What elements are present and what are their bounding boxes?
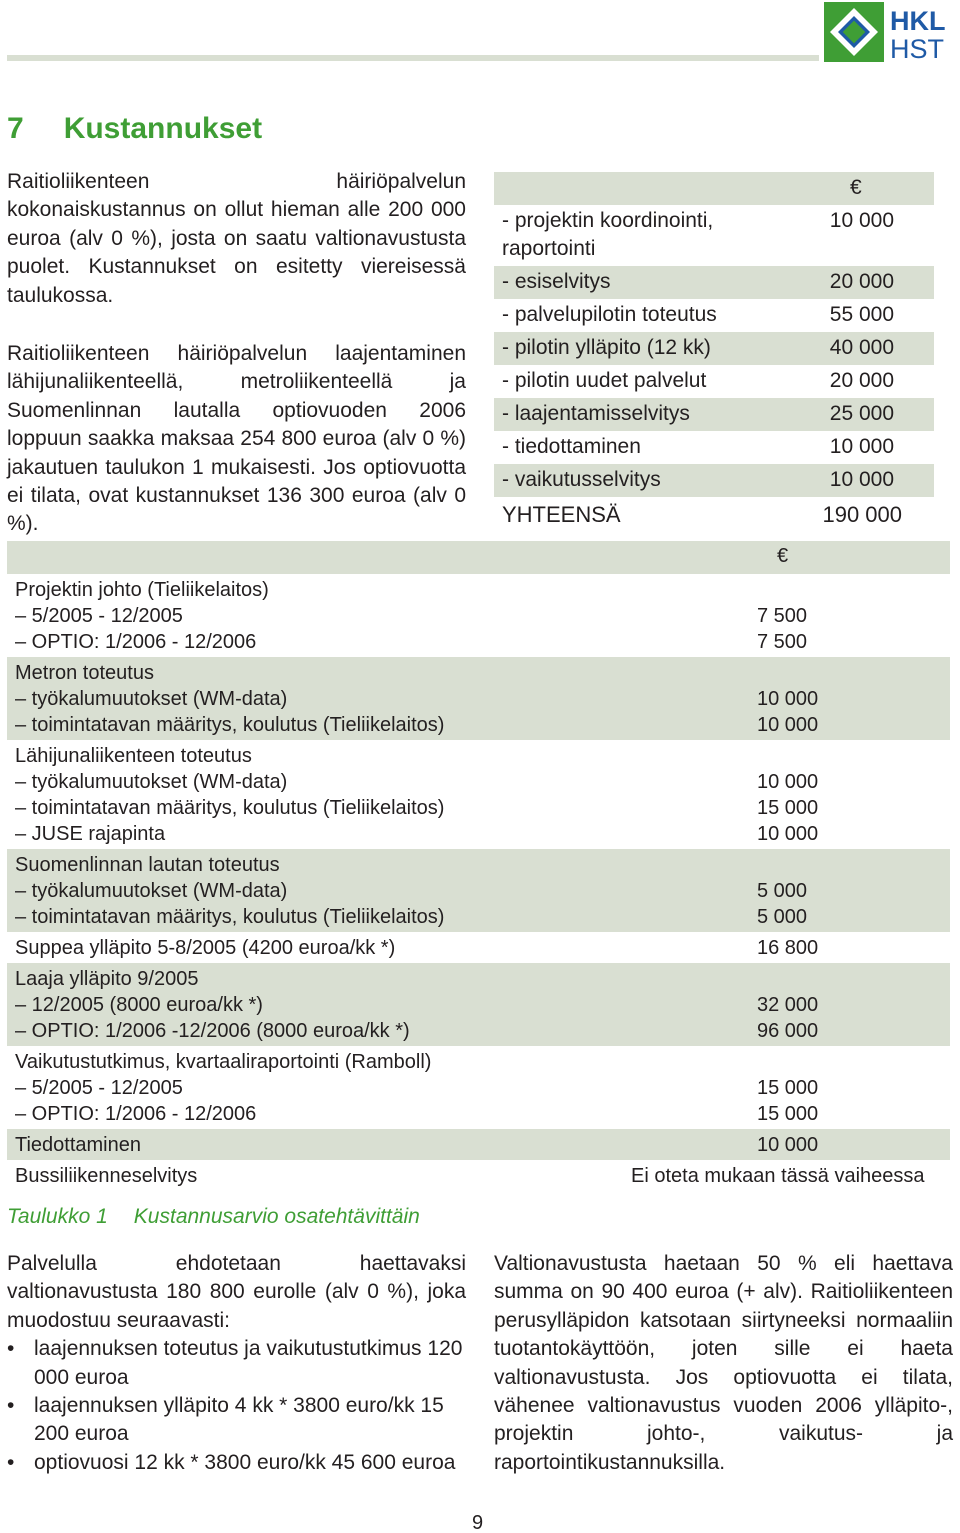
estimate-line-text: – OPTIO: 1/2006 -12/2006 (8000 euroa/kk *) <box>15 1020 410 1042</box>
estimate-line <box>15 992 950 1018</box>
estimate-line <box>15 743 950 769</box>
header-rule <box>7 55 819 61</box>
estimate-line <box>15 878 950 904</box>
estimate-line <box>15 686 950 712</box>
cost-table-row <box>494 464 934 497</box>
cost-table-row <box>494 332 934 365</box>
estimate-line-text: Lähijunaliikenteen toteutus <box>15 745 252 767</box>
estimate-line <box>15 712 950 738</box>
estimate-line-value: 96 000 <box>757 1020 819 1042</box>
funding-intro: Palvelulla ehdotetaan haettavaksi valtionavustusta 180 800 eurolle (alv 0 %), joka muodostuu seuraavasti: <box>7 1252 466 1332</box>
cost-table-row <box>494 365 934 398</box>
page-number: 9 <box>472 1512 484 1533</box>
estimate-line-text: – toimintatavan määritys, koulutus (Tieliikelaitos) <box>15 906 445 928</box>
cost-row-label: - pilotin ylläpito (12 kk) <box>502 336 711 359</box>
cost-row-value: 10 000 <box>829 468 894 491</box>
estimate-line-text: Suomenlinnan lautan toteutus <box>15 854 280 876</box>
estimate-line-value: 10 000 <box>757 688 819 710</box>
cost-total-row <box>494 497 934 530</box>
cost-row-value: 55 000 <box>829 303 894 326</box>
estimate-line-value: 15 000 <box>757 797 819 819</box>
estimate-line-text: – työkalumuutokset (WM-data) <box>15 771 288 793</box>
estimate-line-value: 16 800 <box>757 937 819 959</box>
estimate-group <box>7 657 950 740</box>
funding-bullet: • laajennuksen toteutus ja vaikutustutkimus 120 000 euroa <box>7 1335 466 1392</box>
estimate-line-text: Bussiliikenneselvitys <box>15 1165 198 1187</box>
cost-row-label: - tiedottaminen <box>502 435 641 458</box>
section-title: Kustannukset <box>63 112 263 145</box>
table-caption <box>7 1205 420 1229</box>
estimate-line-text: – 5/2005 - 12/2005 <box>15 1077 183 1099</box>
estimate-group <box>7 740 950 849</box>
estimate-line-text: – JUSE rajapinta <box>15 823 166 845</box>
estimate-line-text: – työkalumuutokset (WM-data) <box>15 688 288 710</box>
cost-summary-table <box>494 172 934 530</box>
estimate-line <box>15 852 950 878</box>
estimate-group <box>7 574 950 657</box>
estimate-line-value: 7 500 <box>757 605 808 627</box>
cost-table-row <box>494 431 934 464</box>
estimate-line-text: Metron toteutus <box>15 662 154 684</box>
estimate-group <box>7 1046 950 1129</box>
funding-bullet-list <box>7 1335 466 1477</box>
estimate-line-value: 10 000 <box>757 771 819 793</box>
estimate-line-text: – työkalumuutokset (WM-data) <box>15 880 288 902</box>
total-value: 190 000 <box>822 502 902 527</box>
funding-bullet: • optiovuosi 12 kk * 3800 euro/kk 45 600 euroa <box>7 1449 466 1477</box>
estimate-line-value: 7 500 <box>757 631 808 653</box>
cost-row-label: - projektin koordinointi, raportointi <box>502 209 714 260</box>
estimate-line-text: Laaja ylläpito 9/2005 <box>15 968 199 990</box>
caption-label: Taulukko 1 <box>7 1205 108 1228</box>
hkl-hst-logo <box>822 0 960 62</box>
estimate-line <box>15 795 950 821</box>
cost-row-value: 20 000 <box>829 369 894 392</box>
estimate-line <box>15 1132 950 1158</box>
estimate-line-value: 5 000 <box>757 880 808 902</box>
funding-request-section <box>7 1250 466 1477</box>
cost-row-label: - palvelupilotin toteutus <box>502 303 717 326</box>
estimate-line-value: Ei oteta mukaan tässä vaiheessa <box>631 1165 925 1187</box>
estimate-line-value: 15 000 <box>757 1077 819 1099</box>
cost-row-value: 10 000 <box>829 209 894 232</box>
estimate-line <box>15 1075 950 1101</box>
cost-row-label: - vaikutusselvitys <box>502 468 661 491</box>
intro-paragraph-2: Raitioliikenteen häiriöpalvelun laajentaminen lähijunaliikenteellä, metroliikenteellä ja Suomenlinnan lautalla optiovuoden 2006 loppuun saakka maksaa 254 800 euroa (alv 0 %) jakautuen taulukon 1 mukaisesti. Jos optiovuotta ei tilata, ovat kustannukset 136 300 euroa (alv 0 %). <box>7 342 466 536</box>
cost-table-row <box>494 398 934 431</box>
grant-paragraph: Valtionavustusta haetaan 50 % eli haettava summa on 90 400 euroa (+ alv). Raitioliikenteen perusylläpidon katsotaan siirtyneeksi normaaliin tuotantokäyttöön, joten sille ei haeta valtionavustusta. Jos optiovuotta ei tilata, vähenee valtionavustus vuoden 2006 ylläpito-, projektin johto-, vaikutus- ja raportointikustannuksilla. <box>494 1252 953 1474</box>
estimate-line-text: – toimintatavan määritys, koulutus (Tieliikelaitos) <box>15 714 445 736</box>
estimate-line-text: – 12/2005 (8000 euroa/kk *) <box>15 994 263 1016</box>
estimate-line-text: Tiedottaminen <box>15 1134 141 1156</box>
cost-table-header <box>494 172 934 205</box>
logo-text-hkl: HKL <box>890 6 946 36</box>
estimate-line-value: 10 000 <box>757 1134 819 1156</box>
estimate-line <box>15 821 950 847</box>
estimate-line <box>15 1018 950 1044</box>
cost-table-row <box>494 266 934 299</box>
cost-row-value: 40 000 <box>829 336 894 359</box>
estimate-line <box>15 966 950 992</box>
estimate-line <box>15 1049 950 1075</box>
cost-row-value: 20 000 <box>829 270 894 293</box>
estimate-line-value: 10 000 <box>757 823 819 845</box>
logo-text-hst: HST <box>890 34 944 62</box>
estimate-group <box>7 1160 950 1191</box>
estimate-group <box>7 932 950 963</box>
estimate-line-value: 15 000 <box>757 1103 819 1125</box>
estimate-line <box>15 629 950 655</box>
estimate-line-text: – OPTIO: 1/2006 - 12/2006 <box>15 631 257 653</box>
estimate-line-text: Projektin johto (Tieliikelaitos) <box>15 579 269 601</box>
estimate-line <box>15 904 950 930</box>
estimate-group <box>7 849 950 932</box>
estimate-line-value: 10 000 <box>757 714 819 736</box>
estimate-line <box>15 603 950 629</box>
section-heading <box>7 112 262 146</box>
estimate-currency-label: € <box>777 545 789 567</box>
estimate-line <box>15 1101 950 1127</box>
total-label: YHTEENSÄ <box>502 502 621 527</box>
estimate-line <box>15 577 950 603</box>
cost-table-row <box>494 299 934 332</box>
estimate-table-header <box>7 541 950 574</box>
cost-row-value: 10 000 <box>829 435 894 458</box>
funding-bullet: • laajennuksen ylläpito 4 kk * 3800 euro/kk 15 200 euroa <box>7 1392 466 1449</box>
estimate-line-value: 5 000 <box>757 906 808 928</box>
estimate-line <box>15 1163 950 1189</box>
estimate-line-text: – 5/2005 - 12/2005 <box>15 605 183 627</box>
estimate-line-value: 32 000 <box>757 994 819 1016</box>
estimate-line-text: Suppea ylläpito 5-8/2005 (4200 euroa/kk *) <box>15 937 396 959</box>
currency-label: € <box>850 176 862 199</box>
estimate-line <box>15 660 950 686</box>
estimate-group <box>7 963 950 1046</box>
hkl-logo-icon <box>822 0 960 62</box>
cost-estimate-table <box>7 541 950 1191</box>
estimate-line-text: – toimintatavan määritys, koulutus (Tieliikelaitos) <box>15 797 445 819</box>
estimate-line-text: – OPTIO: 1/2006 - 12/2006 <box>15 1103 257 1125</box>
intro-paragraph-1: Raitioliikenteen häiriöpalvelun kokonaiskustannus on ollut hieman alle 200 000 euroa (alv 0 %), josta on saatu valtionavustusta puolet. Kustannukset on esitetty viereisessä taulukossa. <box>7 170 466 307</box>
estimate-line-text: Vaikutustutkimus, kvartaaliraportointi (Ramboll) <box>15 1051 432 1073</box>
estimate-group <box>7 1129 950 1160</box>
cost-table-row <box>494 205 934 266</box>
cost-row-label: - laajentamisselvitys <box>502 402 690 425</box>
estimate-line <box>15 769 950 795</box>
cost-row-label: - pilotin uudet palvelut <box>502 369 707 392</box>
cost-row-value: 25 000 <box>829 402 894 425</box>
caption-text: Kustannusarvio osatehtävittäin <box>133 1205 420 1228</box>
section-number: 7 <box>7 112 24 145</box>
estimate-line <box>15 935 950 961</box>
cost-row-label: - esiselvitys <box>502 270 611 293</box>
